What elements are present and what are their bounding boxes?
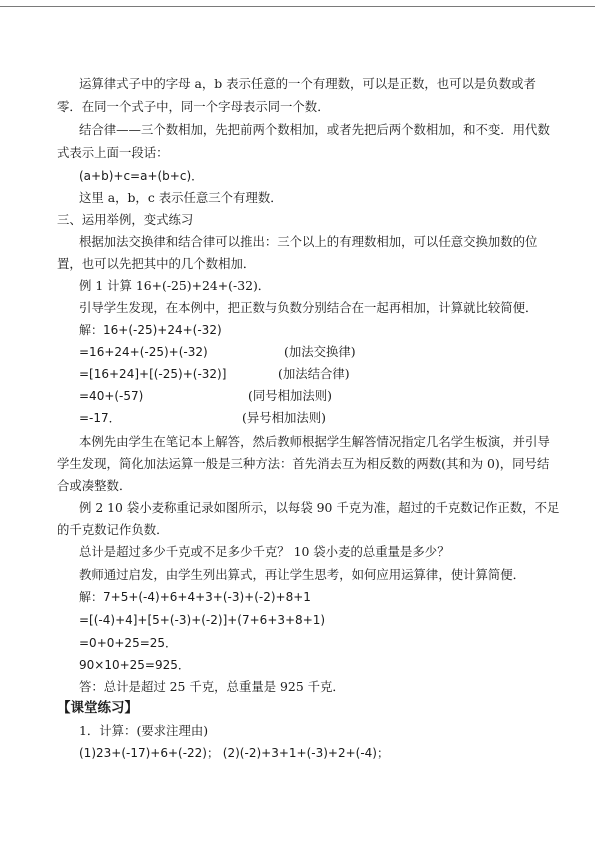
- text-line: 根据加法交换律和结合律可以推出：三个以上的有理数相加，可以任意交换加数的位: [79, 234, 538, 249]
- text-line: 总计是超过多少千克或不足多少千克？ 10 袋小麦的总重量是多少？: [79, 544, 450, 559]
- text-line: 本例先由学生在笔记本上解答，然后教师根据学生解答情况指定几名学生板演，并引导: [79, 434, 550, 449]
- example-title: 例 2 10 袋小麦称重记录如图所示，以每袋 90 千克为准，超过的千克数记作正数，不足: [79, 500, 560, 515]
- formula-line: (a+b)+c=a+(b+c)．: [79, 169, 204, 183]
- text-line: 的千克数记作负数．: [57, 522, 169, 537]
- text-line: 运算律式子中的字母 a，b 表示任意的一个有理数，可以是正数，也可以是负数或者: [79, 76, 536, 91]
- classroom-exercise-heading: 【课堂练习】: [57, 700, 138, 716]
- text-line: 学生发现，简化加法运算一般是三种方法：首先消去互为相反数的两数(其和为 0)，同号结: [57, 456, 550, 471]
- text-line: 教师通过启发，由学生列出算式，再让学生思考，如何应用运算律，使计算简便．: [79, 567, 526, 582]
- section-heading: 三、运用举例，变式练习: [57, 212, 194, 227]
- text-line: 式表示上面一段话：: [57, 145, 169, 160]
- exercise-instruction: 1．计算：(要求注理由): [79, 723, 209, 738]
- solution-line: 解：7+5+(-4)+6+4+3+(-3)+(-2)+8+1: [79, 590, 311, 604]
- text-line: 这里 a，b，c 表示任意三个有理数．: [79, 190, 283, 205]
- step-reason: (加法交换律): [284, 344, 356, 359]
- solution-line: 解：16+(-25)+24+(-32): [79, 323, 222, 337]
- answer-line: 答：总计是超过 25 千克，总重量是 925 千克．: [79, 679, 345, 694]
- text-line: 合或凑整数．: [57, 478, 132, 493]
- solution-line: =[16+24]+[(-25)+(-32)]: [79, 367, 227, 381]
- header-rule: [0, 6, 595, 7]
- solution-line: =16+24+(-25)+(-32): [79, 345, 208, 359]
- example-title: 例 1 计算 16+(-25)+24+(-32)．: [79, 278, 271, 293]
- step-reason: (同号相加法则): [248, 388, 333, 403]
- text-line: 置，也可以先把其中的几个数相加．: [57, 256, 256, 271]
- solution-line: =0+0+25=25．: [79, 636, 178, 650]
- text-line: 零．在同一个式子中，同一个字母表示同一个数．: [57, 99, 330, 114]
- solution-line: =[(-4)+4]+[5+(-3)+(-2)]+(7+6+3+8+1): [79, 613, 326, 627]
- solution-line: =40+(-57): [79, 389, 144, 403]
- text-line: 结合律——三个数相加，先把前两个数相加，或者先把后两个数相加，和不变．用代数: [79, 122, 550, 137]
- solution-line: =-17．: [79, 411, 121, 425]
- step-reason: (加法结合律): [278, 366, 350, 381]
- text-line: 引导学生发现，在本例中，把正数与负数分别结合在一起再相加，计算就比较简便．: [79, 300, 538, 315]
- exercise-problems: (1)23+(-17)+6+(-22)； (2)(-2)+3+1+(-3)+2+(-4)；: [79, 746, 389, 760]
- solution-line: 90×10+25=925．: [79, 658, 190, 672]
- step-reason: (异号相加法则): [242, 410, 327, 425]
